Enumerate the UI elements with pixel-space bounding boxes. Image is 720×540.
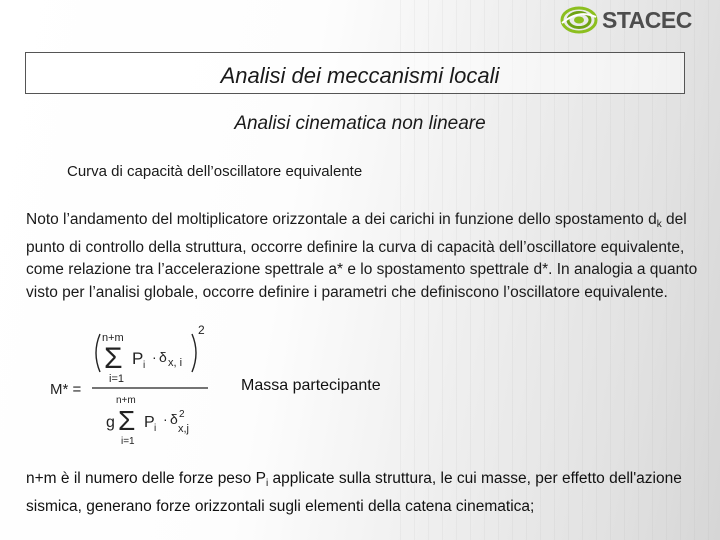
paragraph-subscript: k: [656, 219, 662, 230]
participating-mass-formula: [48, 320, 228, 450]
den-P: P: [144, 414, 155, 431]
footnote-text-1: n+m è il numero delle forze peso P: [26, 470, 266, 487]
formula-lhs: M* =: [50, 381, 82, 398]
stacec-logo-mark-icon: [560, 5, 598, 35]
den-sigma: Σ: [118, 405, 136, 436]
den-sum-bottom: i=1: [121, 436, 135, 447]
num-P: P: [132, 349, 144, 368]
formula-caption: Massa partecipante: [241, 377, 381, 394]
num-delta: δ: [159, 349, 167, 365]
num-P-sub: i: [143, 360, 146, 371]
paren-left: [96, 334, 100, 372]
den-dot: ·: [163, 411, 168, 427]
footnote-subscript: i: [265, 478, 269, 489]
slide-title: Analisi dei meccanismi locali: [220, 63, 500, 88]
den-g: g: [106, 414, 115, 431]
num-square: 2: [198, 323, 205, 337]
den-sum-top: n+m: [116, 395, 136, 406]
num-sigma: Σ: [104, 342, 123, 375]
footnote-text-2: applicate sulla struttura, le cui masse, per effetto dell'azione sismica, generano forze orizzontali sugli elementi della catena cinematica;: [26, 470, 682, 515]
slide-subtitle: Analisi cinematica non lineare: [234, 113, 486, 134]
den-delta: δ: [170, 411, 178, 427]
body-paragraph: [26, 209, 706, 304]
num-delta-sub: x, i: [168, 357, 183, 369]
den-square: 2: [179, 409, 185, 420]
paragraph-text-2: del punto di controllo della struttura, occorre definire la curva di capacità dell’oscillatore equivalente, come relazione tra l’accelerazione spettrale a* e lo spostamento spettrale d*. In analogia a quanto visto per l’analisi globale, occorre definire i parametri che definiscono l’oscillatore equivalente.: [26, 211, 698, 301]
stacec-logo: [560, 4, 720, 36]
paragraph-text-1: Noto l’andamento del moltiplicatore orizzontale a dei carichi in funzione dello spostamento d: [26, 211, 657, 228]
section-heading: Curva di capacità dell’oscillatore equivalente: [67, 163, 363, 180]
num-dot: ·: [152, 349, 157, 365]
num-sum-top: n+m: [102, 332, 124, 344]
num-sum-bottom: i=1: [109, 373, 124, 385]
den-delta-sub: x,j: [178, 423, 189, 435]
den-P-sub: i: [154, 423, 157, 434]
logo-text: STACEC: [602, 6, 692, 33]
paren-right: [192, 334, 196, 372]
footnote-paragraph: [26, 468, 716, 518]
